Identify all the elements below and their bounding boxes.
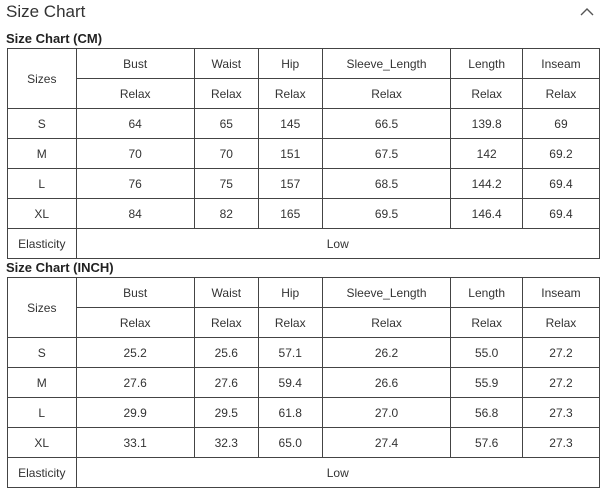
measurement-cell: 64 [76,109,194,139]
measurement-cell: 151 [258,139,322,169]
table-row [8,428,600,458]
measurement-cell: 27.2 [522,338,599,368]
size-label-cell: S [8,338,77,368]
measurement-cell: 27.3 [522,398,599,428]
table-row [8,199,600,229]
measurement-cell: 27.3 [522,428,599,458]
column-header-hip: Hip [258,278,322,308]
size-label-cell: S [8,109,77,139]
size-chart-title: Size Chart [6,2,86,21]
subheader-row [8,308,600,338]
size-table-inch [7,277,600,488]
measurement-cell: 66.5 [322,109,451,139]
column-header-length: Length [451,49,523,79]
measurement-cell: 27.4 [322,428,451,458]
measurement-cell: 26.6 [322,368,451,398]
header-row [8,49,600,79]
measurement-cell: 65 [194,109,258,139]
measurement-cell: 27.6 [76,368,194,398]
measurement-cell: 69.4 [522,199,599,229]
fit-type-cell: Relax [258,308,322,338]
size-label-cell: M [8,139,77,169]
measurement-cell: 56.8 [451,398,523,428]
measurement-cell: 70 [76,139,194,169]
elasticity-label-cell: Elasticity [8,229,77,259]
size-label-cell: XL [8,428,77,458]
measurement-cell: 146.4 [451,199,523,229]
fit-type-cell: Relax [322,79,451,109]
elasticity-row [8,458,600,488]
measurement-cell: 69.2 [522,139,599,169]
column-header-sleeve-length: Sleeve_Length [322,278,451,308]
measurement-cell: 75 [194,169,258,199]
fit-type-cell: Relax [194,79,258,109]
measurement-cell: 33.1 [76,428,194,458]
measurement-cell: 59.4 [258,368,322,398]
fit-type-cell: Relax [194,308,258,338]
column-header-waist: Waist [194,278,258,308]
measurement-cell: 145 [258,109,322,139]
measurement-cell: 67.5 [322,139,451,169]
table-row [8,368,600,398]
fit-type-cell: Relax [451,308,523,338]
measurement-cell: 26.2 [322,338,451,368]
fit-type-cell: Relax [76,308,194,338]
sizes-header-cell: Sizes [8,278,77,338]
measurement-cell: 57.1 [258,338,322,368]
measurement-cell: 144.2 [451,169,523,199]
measurement-cell: 82 [194,199,258,229]
measurement-cell: 27.0 [322,398,451,428]
fit-type-cell: Relax [258,79,322,109]
fit-type-cell: Relax [322,308,451,338]
measurement-cell: 157 [258,169,322,199]
measurement-cell: 70 [194,139,258,169]
elasticity-label-cell: Elasticity [8,458,77,488]
measurement-cell: 142 [451,139,523,169]
measurement-cell: 25.2 [76,338,194,368]
measurement-cell: 32.3 [194,428,258,458]
measurement-cell: 25.6 [194,338,258,368]
sizes-header-cell: Sizes [8,49,77,109]
measurement-cell: 69.5 [322,199,451,229]
size-table-cm [7,48,600,259]
fit-type-cell: Relax [522,308,599,338]
measurement-cell: 139.8 [451,109,523,139]
measurement-cell: 57.6 [451,428,523,458]
inch-table-title: Size Chart (INCH) [6,260,114,275]
column-header-inseam: Inseam [522,278,599,308]
elasticity-value-cell: Low [76,458,599,488]
elasticity-row [8,229,600,259]
measurement-cell: 69 [522,109,599,139]
table-row [8,139,600,169]
measurement-cell: 55.0 [451,338,523,368]
chevron-up-icon[interactable] [579,6,595,18]
size-chart-header[interactable] [0,0,600,26]
table-row [8,338,600,368]
measurement-cell: 165 [258,199,322,229]
fit-type-cell: Relax [451,79,523,109]
fit-type-cell: Relax [522,79,599,109]
size-label-cell: XL [8,199,77,229]
subheader-row [8,79,600,109]
column-header-sleeve-length: Sleeve_Length [322,49,451,79]
elasticity-value-cell: Low [76,229,599,259]
column-header-waist: Waist [194,49,258,79]
header-row [8,278,600,308]
measurement-cell: 69.4 [522,169,599,199]
cm-table-title: Size Chart (CM) [6,31,103,46]
measurement-cell: 29.9 [76,398,194,428]
measurement-cell: 27.2 [522,368,599,398]
size-label-cell: L [8,398,77,428]
column-header-bust: Bust [76,278,194,308]
size-label-cell: L [8,169,77,199]
column-header-bust: Bust [76,49,194,79]
measurement-cell: 84 [76,199,194,229]
column-header-length: Length [451,278,523,308]
measurement-cell: 61.8 [258,398,322,428]
table-row [8,169,600,199]
fit-type-cell: Relax [76,79,194,109]
measurement-cell: 27.6 [194,368,258,398]
table-row [8,398,600,428]
measurement-cell: 76 [76,169,194,199]
measurement-cell: 55.9 [451,368,523,398]
column-header-hip: Hip [258,49,322,79]
size-label-cell: M [8,368,77,398]
table-row [8,109,600,139]
measurement-cell: 65.0 [258,428,322,458]
column-header-inseam: Inseam [522,49,599,79]
measurement-cell: 29.5 [194,398,258,428]
measurement-cell: 68.5 [322,169,451,199]
